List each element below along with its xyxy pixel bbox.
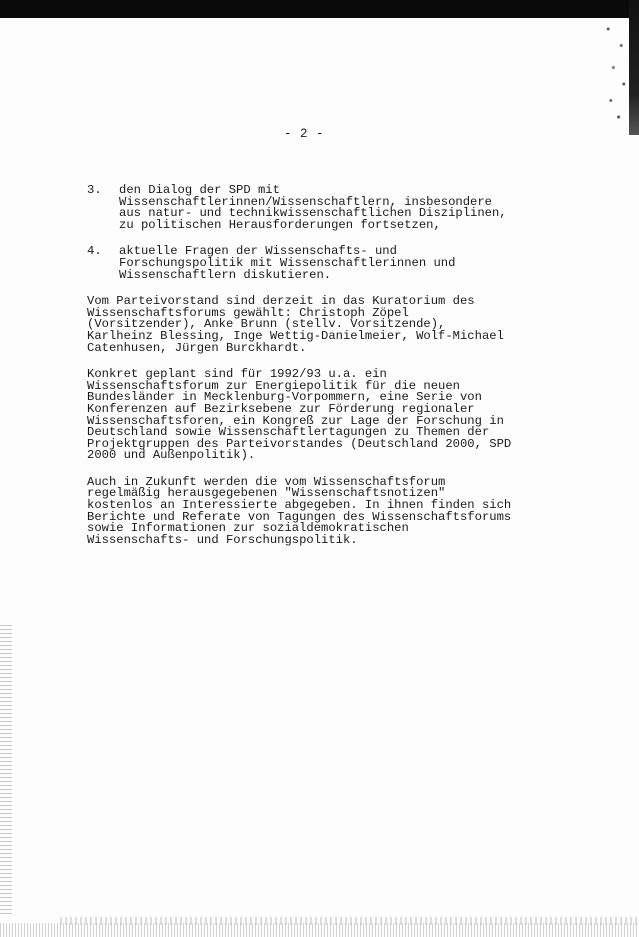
text-line: Forschungspolitik mit Wissenschaftlerinnen und	[119, 255, 456, 270]
text-line: Deutschland sowie Wissenschaftlertagungen zu Themen der	[87, 425, 490, 440]
text-line: kostenlos an Interessierte abgegeben. In ihnen finden sich	[87, 498, 512, 513]
text-line: den Dialog der SPD mit	[119, 183, 280, 197]
paragraph-kuratorium	[87, 296, 607, 354]
text-line: Bundesländer in Mecklenburg-Vorpommern, eine Serie von	[87, 390, 482, 405]
scan-top-border	[0, 0, 639, 18]
text-line: Berichte und Referate von Tagungen des Wissenschaftsforums	[87, 509, 512, 524]
text-line: Karlheinz Blessing, Inge Wettig-Danielmeier, Wolf-Michael	[87, 328, 504, 343]
text-line: Wissenschaftsforums gewählt: Christoph Zöpel	[87, 305, 409, 320]
text-line: Auch in Zukunft werden die vom Wissenschaftsforum	[87, 474, 446, 489]
text-line: sowie Informationen zur sozialdemokratischen	[87, 521, 409, 536]
text-line: aus natur- und technikwissenschaftlichen Disziplinen,	[119, 206, 507, 221]
text-line: regelmäßig herausgegebenen "Wissenschaftsnotizen"	[87, 486, 446, 501]
text-line: Wissenschafts- und Forschungspolitik.	[87, 532, 358, 547]
paragraph-notizen	[87, 474, 607, 547]
text-line: (Vorsitzender), Anke Brunn (stellv. Vorsitzende),	[87, 317, 446, 332]
text-line: Projektgruppen des Parteivorstandes (Deutschland 2000, SPD	[87, 436, 512, 451]
text-line: Wissenschaftsforum zur Energiepolitik für die neuen	[87, 378, 460, 393]
scan-bottom-edge	[0, 923, 639, 937]
text-line: Vom Parteivorstand sind derzeit in das Kuratorium des	[87, 294, 475, 309]
list-item-number: 3.	[87, 183, 102, 197]
scan-left-edge	[0, 625, 12, 915]
text-line: aktuelle Fragen der Wissenschafts- und	[119, 244, 397, 259]
text-line: Konkret geplant sind für 1992/93 u.a. ein	[87, 367, 387, 382]
scan-right-edge	[629, 0, 639, 135]
text-line: Wissenschaftsforen, ein Kongreß zur Lage der Forschung in	[87, 413, 504, 428]
document-body	[87, 185, 607, 561]
text-line: Konferenzen auf Bezirksebene zur Förderung regionaler	[87, 401, 475, 416]
scan-speckle	[603, 18, 629, 128]
page-number: - 2 -	[284, 127, 325, 141]
text-line: Wissenschaftlerinnen/Wissenschaftlern, insbesondere	[119, 194, 492, 209]
paragraph-plans	[87, 369, 607, 462]
list-item	[87, 185, 607, 231]
list-item-number: 4.	[87, 244, 102, 259]
list-item	[87, 246, 607, 281]
text-line: Catenhusen, Jürgen Burckhardt.	[87, 340, 307, 355]
text-line: 2000 und Außenpolitik).	[87, 448, 256, 463]
text-line: zu politischen Herausforderungen fortsetzen,	[119, 217, 441, 232]
text-line: Wissenschaftlern diskutieren.	[119, 267, 332, 282]
